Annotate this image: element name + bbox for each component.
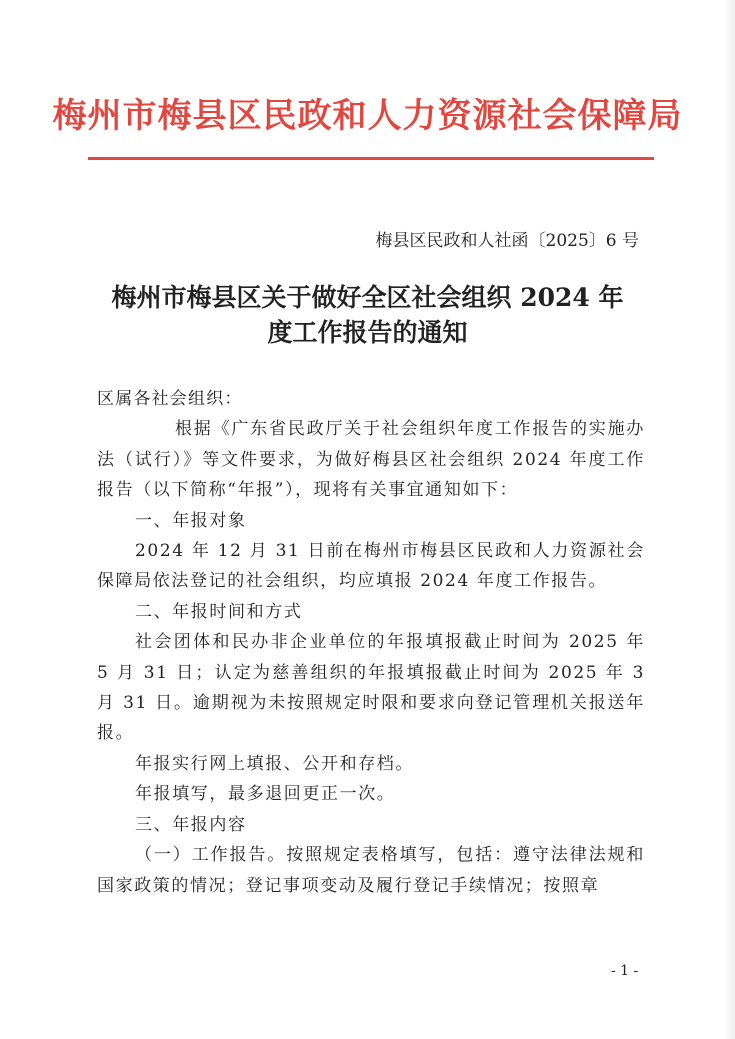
section-3-item-1-paragraph: （一）工作报告。按照规定表格填写，包括：遵守法律法规和国家政策的情况；登记事项变动及履行登记手续情况；按照章 (97, 845, 645, 896)
section-1-paragraph: 2024 年 12 月 31 日前在梅州市梅县区民政和人力资源社会保障局依法登记的社会组织，均应填报 2024 年度工作报告。 (97, 541, 645, 592)
title-line-1: 梅州市梅县区关于做好全区社会组织 2024 年 (111, 283, 624, 312)
section-2-online-paragraph: 年报实行网上填报、公开和存档。 (135, 753, 414, 774)
document-number: 梅县区民政和人社函〔2025〕6 号 (375, 231, 639, 251)
section-2-return-paragraph: 年报填写，最多退回更正一次。 (135, 784, 396, 805)
letterhead-issuer: 梅州市梅县区民政和人力资源社会保障局 (52, 96, 683, 136)
page-edge-shadow (723, 0, 735, 1039)
salutation: 区属各社会组织： (97, 389, 243, 409)
section-1-heading: 一、年报对象 (135, 510, 247, 531)
letterhead-red-rule (88, 157, 654, 160)
red-rule-line (88, 157, 654, 160)
section-2-heading: 二、年报时间和方式 (135, 601, 303, 622)
page-number: - 1 - (611, 963, 639, 979)
document-title (60, 280, 675, 350)
section-3-heading: 三、年报内容 (135, 814, 247, 835)
section-2-paragraph: 社会团体和民办非企业单位的年报填报截止时间为 2025 年 5 月 31 日；认定为慈善组织的年报填报截止时间为 2025 年 3 月 31 日。逾期视为未按照规定时限和要求向登记管理机关报送年报。 (97, 632, 645, 744)
document-body (97, 384, 645, 901)
intro-paragraph: 根据《广东省民政厅关于社会组织年度工作报告的实施办法（试行）》等文件要求，为做好梅县区社会组织 2024 年度工作报告（以下简称“年报”），现将有关事宜通知如下： (97, 419, 645, 501)
title-line-2: 度工作报告的通知 (267, 318, 468, 347)
